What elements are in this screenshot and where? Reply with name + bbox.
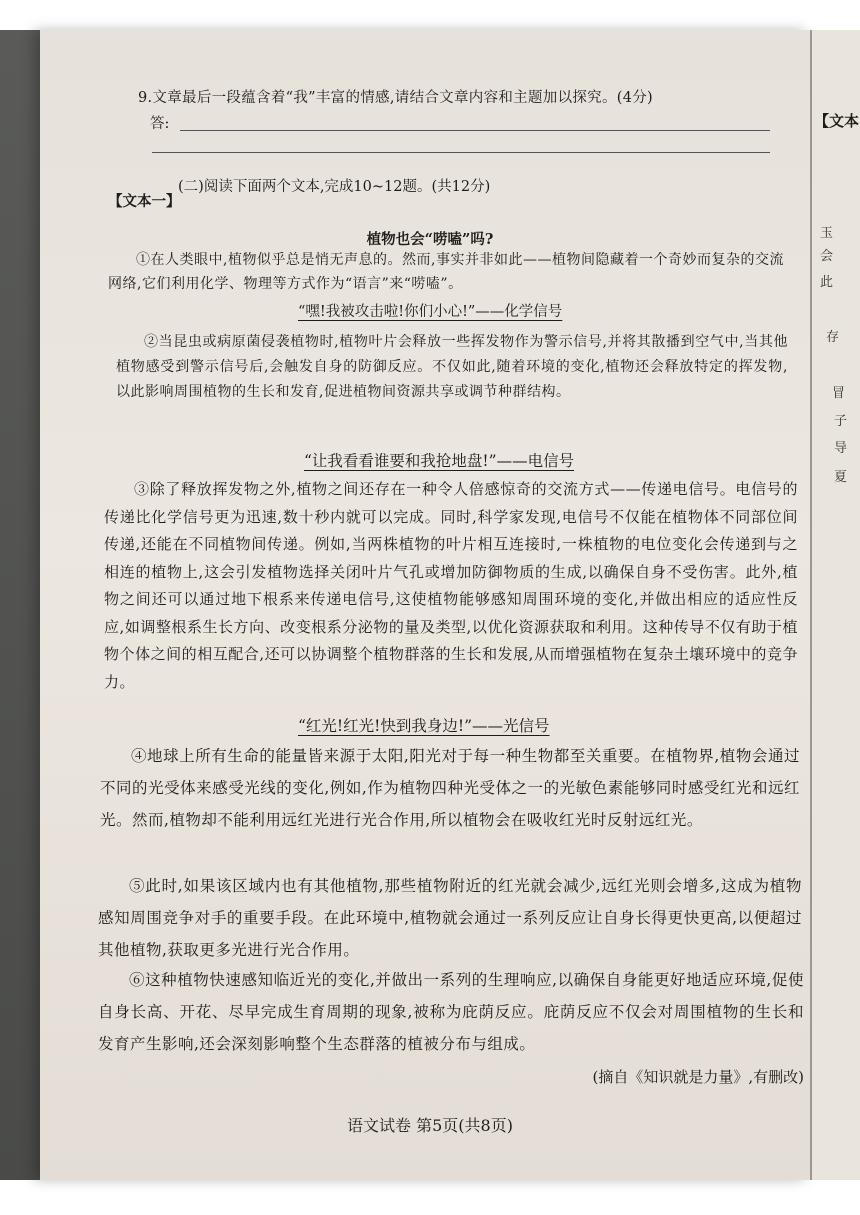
subheading-chemical-signal: “嘿!我被攻击啦!你们小心!”——化学信号 (298, 304, 563, 320)
page-footer: 语文试卷 第5页(共8页) (347, 1116, 513, 1135)
paragraph-6: ⑥这种植物快速感知临近光的变化,并做出一系列的生理响应,以确保自身能更好地适应环境,促使自身长高、开花、尽早完成生育周期的现象,被称为庇荫反应。庇荫反应不仅会对周围植物的生长和发育产生影响,还会深刻影响整个生态群落的植被分布与组成。 (98, 971, 804, 1053)
paragraph-3: ③除了释放挥发物之外,植物之间还存在一种令人倍感惊奇的交流方式——传递电信号。电信号的传递比化学信号更为迅速,数十秒内就可以完成。同时,科学家发现,电信号不仅能在植物体不同部位间传递,还能在不同植物间传递。例如,当两株植物的叶片相互连接时,一株植物的电位变化会传递到与之相连的植物上,这会引发植物选择关闭叶片气孔或增加防御物质的生成,以确保自身不受伤害。此外,植物之间还可以通过地下根系来传递电信号,这使植物能够感知周围环境的变化,并做出相应的适应性反应,如调整根系生长方向、改变根系分泌物的量及类型,以优化资源获取和利用。这种传导不仅有助于植物个体之间的相互配合,还可以协调整个植物群落的生长和发展,从而增强植物在复杂土壤环境中的竞争力。 (104, 480, 798, 691)
subheading-electric-signal: “让我看看谁要和我抢地盘!”——电信号 (304, 452, 575, 470)
adjacent-page-fragment: 玉 (820, 226, 834, 241)
text-one-label: 【文本一】 (108, 193, 181, 210)
subheading-light-signal: “红光!红光!快到我身边!”——光信号 (298, 717, 550, 735)
answer-label: 答: (150, 116, 170, 132)
adjacent-page-fragment: 子 (834, 414, 848, 429)
adjacent-page-fragment: 夏 (834, 470, 848, 485)
answer-line[interactable] (152, 152, 770, 153)
adjacent-page-fragment: 存 (826, 330, 840, 345)
question-9: 9.文章最后一段蕴含着“我”丰富的情感,请结合文章内容和主题加以探究。(4分) (138, 90, 654, 106)
article-title: 植物也会“唠嗑”吗? (366, 231, 494, 248)
adjacent-page-fragment: 会 (820, 249, 834, 264)
answer-line[interactable] (180, 130, 770, 131)
paragraph-4: ④地球上所有生命的能量皆来源于太阳,阳光对于每一种生物都至关重要。在植物界,植物会通过不同的光受体来感受光线的变化,例如,作为植物四种光受体之一的光敏色素能够同时感受红光和远红光。然而,植物却不能利用远红光进行光合作用,所以植物会在吸收红光时反射远红光。 (100, 747, 800, 829)
adjacent-page (810, 30, 860, 1180)
adjacent-page-fragment: 冒 (832, 386, 846, 401)
paragraph-5: ⑤此时,如果该区域内也有其他植物,那些植物附近的红光就会减少,远红光则会增多,这成为植物感知周围竞争对手的重要手段。在此环境中,植物就会通过一系列反应让自身长得更快更高,以便超过其他植物,获取更多光进行光合作用。 (98, 877, 802, 959)
adjacent-page-fragment: 导 (834, 441, 848, 456)
section-header: (二)阅读下面两个文本,完成10~12题。(共12分) (178, 179, 491, 195)
adjacent-page-label: 【文本 (814, 112, 860, 130)
paragraph-2: ②当昆虫或病原菌侵袭植物时,植物叶片会释放一些挥发物作为警示信号,并将其散播到空气中,当其他植物感受到警示信号后,会触发自身的防御反应。不仅如此,随着环境的变化,植物还会释放特定的挥发物,以此影响周围植物的生长和发育,促进植物间资源共享或调节种群结构。 (116, 334, 788, 400)
adjacent-page-fragment: 此 (820, 275, 834, 290)
source-citation: (摘自《知识就是力量》,有删改) (592, 1068, 804, 1086)
paragraph-1: ①在人类眼中,植物似乎总是悄无声息的。然而,事实并非如此——植物间隐藏着一个奇妙而复杂的交流网络,它们利用化学、物理等方式作为“语言”来“唠嗑”。 (108, 252, 784, 292)
